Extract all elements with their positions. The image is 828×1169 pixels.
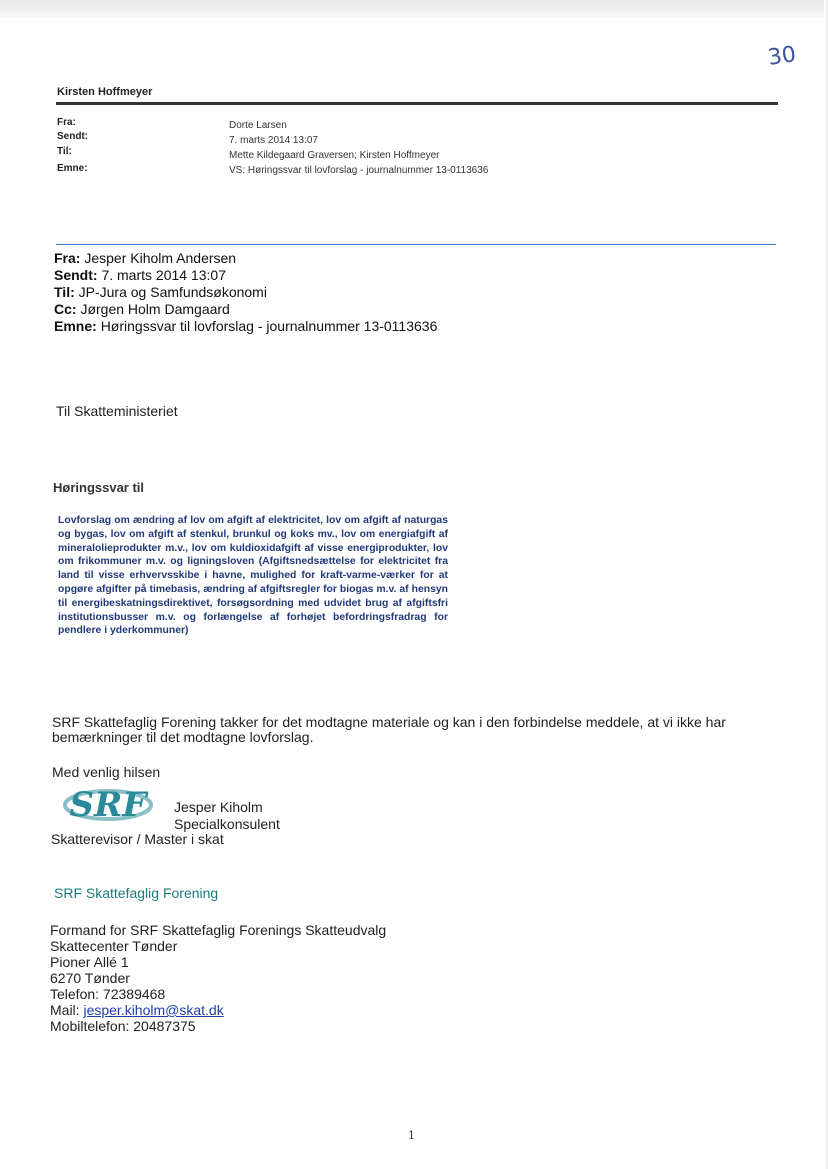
- inner-from-value: Jesper Kiholm Andersen: [84, 250, 237, 266]
- contact-block: [50, 922, 386, 1034]
- scan-right-edge: [824, 0, 828, 1169]
- signature-title: Specialkonsulent: [174, 816, 280, 832]
- outer-from-label: Fra:: [57, 117, 76, 128]
- mail-owner: Kirsten Hoffmeyer: [57, 86, 153, 98]
- inner-subject-value: Høringssvar til lovforslag - journalnummer 13-0113636: [100, 318, 438, 334]
- header-divider: [56, 102, 778, 105]
- phone: Telefon: 72389468: [50, 986, 166, 1002]
- inner-cc-value: Jørgen Holm Damgaard: [80, 301, 230, 317]
- inner-from: [54, 250, 236, 267]
- outer-from-value: Dorte Larsen: [229, 120, 287, 131]
- outer-subject-label: Emne:: [57, 163, 88, 174]
- inner-cc-label: Cc:: [54, 301, 77, 317]
- logo-text: SRF: [69, 785, 147, 825]
- srf-logo: [62, 778, 154, 828]
- outer-sent-value: 7. marts 2014 13:07: [229, 135, 318, 146]
- outer-to-label: Til:: [57, 146, 72, 157]
- inner-subject-label: Emne:: [54, 318, 97, 334]
- inner-cc: [54, 301, 230, 318]
- address-line-3: Pioner Allé 1: [50, 954, 129, 970]
- signature-role: Skatterevisor / Master i skat: [51, 831, 224, 847]
- address-line-2: Skattecenter Tønder: [50, 938, 178, 954]
- address-line-1: Formand for SRF Skattefaglig Forenings Skatteudvalg: [50, 922, 387, 938]
- srf-logo-mark: [62, 778, 154, 828]
- mail-label: Mail:: [50, 1002, 84, 1018]
- mail-line: [50, 1002, 386, 1018]
- outer-sent-label: Sendt:: [57, 131, 89, 142]
- outer-to-value: Mette Kildegaard Graversen; Kirsten Hoffmeyer: [229, 150, 440, 161]
- closing-phrase: Med venlig hilsen: [52, 764, 161, 780]
- inner-to-label: Til:: [54, 284, 75, 300]
- greeting: Til Skatteministeriet: [56, 403, 178, 419]
- inner-to-value: JP-Jura og Samfundsøkonomi: [78, 284, 267, 300]
- inner-sent-value: 7. marts 2014 13:07: [101, 267, 226, 283]
- page-number: 1: [408, 1129, 415, 1142]
- mobile-phone: Mobiltelefon: 20487375: [50, 1018, 196, 1034]
- forward-divider: [56, 244, 776, 245]
- organization-name: SRF Skattefaglig Forening: [54, 885, 219, 901]
- handwritten-page-mark: 30: [766, 42, 798, 71]
- scan-top-edge: [0, 0, 828, 18]
- inner-sent: [54, 267, 226, 284]
- mail-link[interactable]: jesper.kiholm@skat.dk: [83, 1002, 224, 1018]
- response-heading: Høringssvar til: [53, 480, 145, 495]
- address-line-4: 6270 Tønder: [50, 970, 130, 986]
- inner-from-label: Fra:: [54, 250, 81, 266]
- inner-sent-label: Sendt:: [54, 267, 98, 283]
- inner-to: [54, 284, 267, 301]
- signature-name: Jesper Kiholm: [174, 799, 263, 815]
- response-body: SRF Skattefaglig Forening takker for det modtagne materiale og kan i den forbindelse meddele, at vi ikke har bemærkninger til det modtagne lovforslag.: [52, 714, 726, 745]
- outer-subject-value: VS: Høringssvar til lovforslag - journalnummer 13-0113636: [229, 165, 489, 176]
- bill-title: Lovforslag om ændring af lov om afgift af elektricitet, lov om afgift af naturgas og bygas, lov om afgift af stenkul, brunkul og koks mv., lov om energiafgift af mineralolieprodukter m.v., lov om kuldioxidafgift af visse energiprodukter, lov om frikommuner m.v. og ligningsloven (Afgiftsnedsættelse for elektricitet fra land til visse erhvervsskibe i havne, mulighed for kraft-varme-værker for at opgøre afgifter på timebasis, ændring af afgiftsregler for biogas m.v. af hensyn til energibeskatningsdirektivet, forsøgsordning med udvidet brug af afgiftsfri institutionsbusser m.v. og forlængelse af forhøjet befordringsfradrag for pendlere i yderkommuner): [58, 515, 448, 637]
- inner-subject: [54, 318, 437, 335]
